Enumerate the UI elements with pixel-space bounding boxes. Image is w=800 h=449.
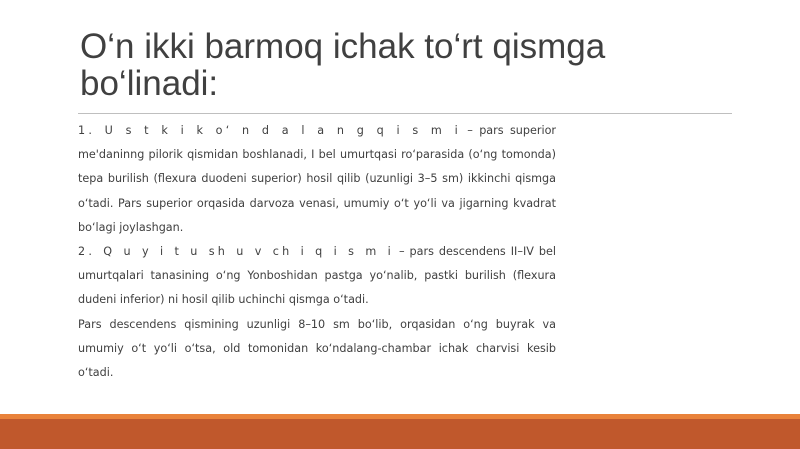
paragraph-3-text: Pars descendens qismining uzunligi 8–10 sm bo‘lib, orqasidan o‘ng buyrak va umumiy o‘t yo‘li o‘tsa, old tomonidan ko‘ndalang-chambar ichak charvisi kesib o‘tadi. (78, 317, 556, 380)
paragraph-2-lead: 2. Q u y i t u sh u v ch i q i s m i (78, 245, 394, 259)
paragraph-2-text: – pars descendens II–IV bel umurtqalari tanasining o‘ng Yonboshidan pastga yo‘nalib, pastki burilish (flexura dudeni inferior) ni hosil qilib uchinchi qismga o‘tadi. (78, 245, 556, 307)
paragraph-2 (78, 240, 556, 313)
paragraph-3 (78, 313, 556, 386)
footer-band (0, 419, 800, 449)
paragraph-1-lead: 1. U s t k i k o‘ n d a l a n g q i s m i (78, 124, 461, 137)
slide-title: O‘n ikki barmoq ichak to‘rt qismga bo‘linadi: (80, 27, 606, 103)
paragraph-1-text: – pars superior me'daninng pilorik qismidan boshlanadi, I bel umurtqasi ro‘parasida (o‘ng tomonda) tepa burilish (flexura duodeni superior) hosil qilib (uzunligi 3–5 sm) ikkinchi qismga o‘tadi. Pars superior orqasida darvoza venasi, umumiy o‘t yo‘li va jigarning kvadrat bo‘lagi joylashgan. (78, 124, 557, 234)
paragraph-1 (78, 119, 556, 240)
slide-body (78, 119, 556, 385)
title-divider (78, 113, 732, 114)
